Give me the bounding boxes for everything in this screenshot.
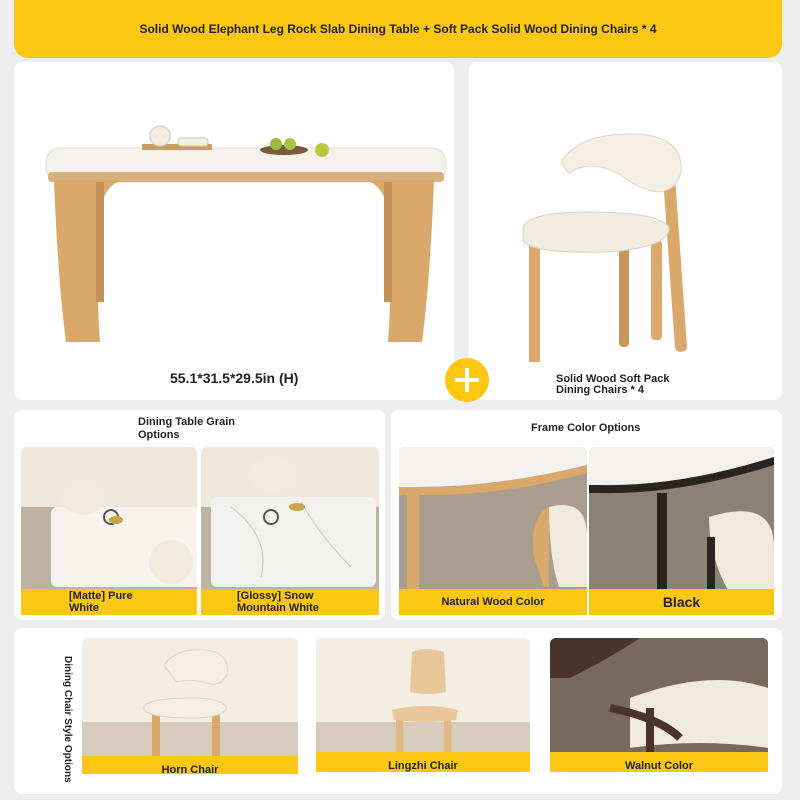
banner-title: Solid Wood Elephant Leg Rock Slab Dining Table + Soft Pack Solid Wood Dining Chairs * 4 [139,22,657,36]
black-label: Black [662,594,701,610]
grain-option-label [21,589,197,615]
frame-options-card [391,410,782,620]
chair-image [469,62,782,362]
chair-options-title: Dining Chair Style Options [62,656,73,783]
chair-caption-2: Dining Chairs * 4 [556,384,645,396]
plus-icon [445,358,489,402]
chair-option-label [550,752,768,772]
matte-label-2: White [69,602,99,614]
chair-option-horn[interactable] [82,638,298,774]
plus-glyph [453,366,481,394]
table-dimensions: 55.1*31.5*29.5in (H) [170,370,299,386]
chair-card [469,62,782,400]
table-image [14,62,454,362]
table-card [14,62,454,400]
grain-option-matte[interactable] [21,447,197,615]
matte-label-1: [Matte] Pure [69,590,133,602]
chair-option-label [316,752,530,772]
frame-option-label [589,589,774,615]
glossy-label-1: [Glossy] Snow [237,590,314,602]
header-banner [14,0,782,58]
grain-option-label [201,589,379,615]
horn-chair-image [82,638,298,774]
frame-option-natural[interactable] [399,447,587,615]
horn-label: Horn Chair [161,764,219,774]
frame-option-label [399,589,587,615]
frame-title: Frame Color Options [531,422,641,434]
grain-title-1: Dining Table Grain [138,416,235,428]
glossy-label-2: Mountain White [237,602,319,614]
chair-option-walnut[interactable] [550,638,768,772]
grain-option-glossy[interactable] [201,447,379,615]
chair-caption-1: Solid Wood Soft Pack [556,373,670,385]
chair-option-label [82,756,298,774]
walnut-label: Walnut Color [624,760,694,772]
grain-title-2: Options [138,429,180,441]
chair-option-lingzhi[interactable] [316,638,530,772]
frame-option-black[interactable] [589,447,774,615]
lingzhi-label: Lingzhi Chair [388,760,458,772]
chair-options-card [14,628,782,794]
natural-label: Natural Wood Color [441,596,545,608]
grain-options-card [14,410,385,620]
